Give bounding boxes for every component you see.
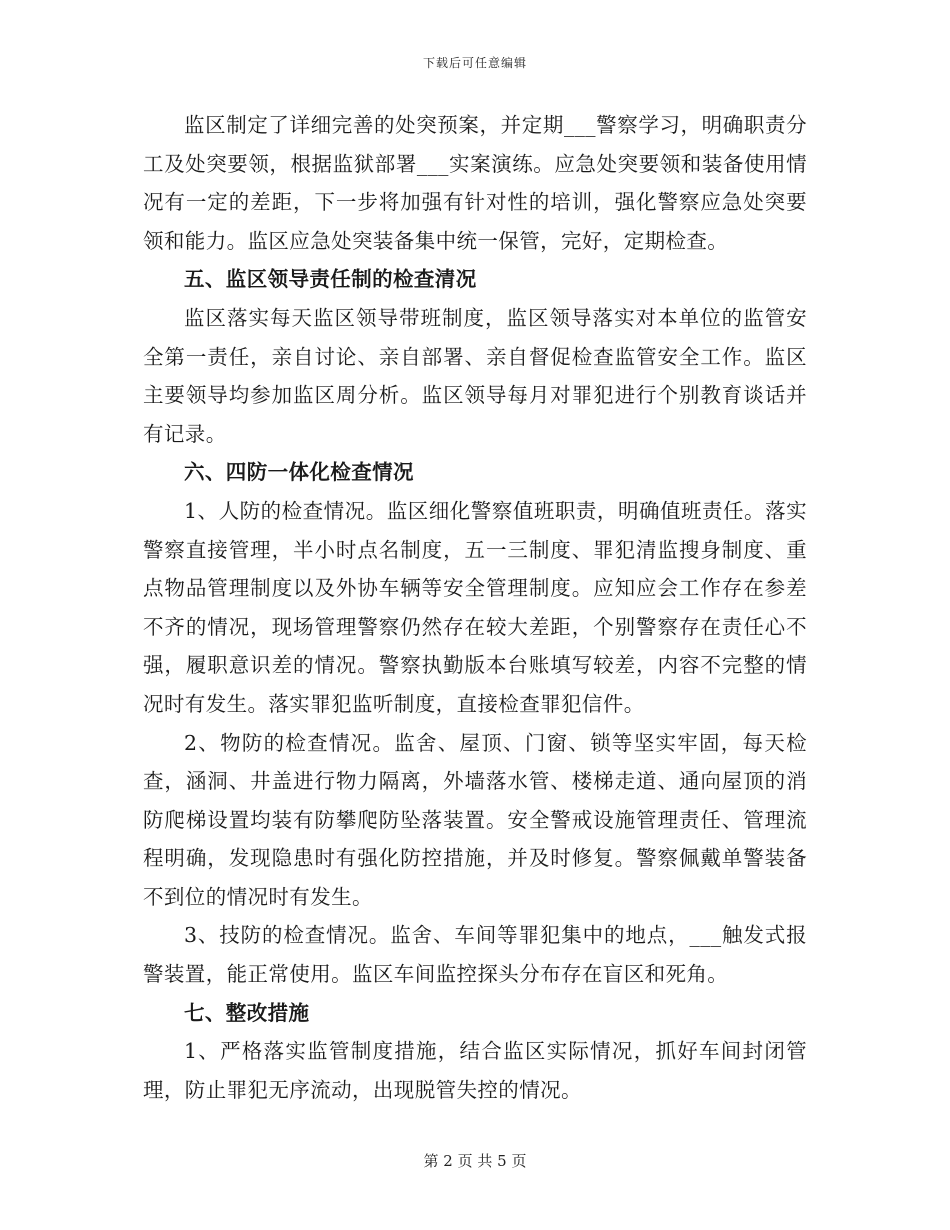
paragraph-tech-defense: 3、技防的检查情况。监舍、车间等罪犯集中的地点，___触发式报警装置，能正常使用。监区车间监控探头分布存在盲区和死角。 <box>143 923 807 987</box>
section-heading-6: 六、四防一体化检查情况 <box>184 460 414 485</box>
document-body <box>143 106 807 1109</box>
paragraph-human-defense: 1、人防的检查情况。监区细化警察值班职责，明确值班责任。落实警察直接管理，半小时点名制度，五一三制度、罪犯清监搜身制度、重点物品管理制度以及外协车辆等安全管理制度。应知应会工作存在参差不齐的情况，现场管理警察仍然存在较大差距，个别警察存在责任心不强，履职意识差的情况。警察执勤版本台账填写较差，内容不完整的情况时有发生。落实罪犯监听制度，直接检查罪犯信件。 <box>143 498 807 716</box>
paragraph-leadership: 监区落实每天监区领导带班制度，监区领导落实对本单位的监管安全第一责任，亲自讨论、亲自部署、亲自督促检查监管安全工作。监区主要领导均参加监区周分析。监区领导每月对罪犯进行个别教育谈话并有记录。 <box>143 305 807 446</box>
paragraph-emergency-plan: 监区制定了详细完善的处突预案，并定期___警察学习，明确职责分工及处突要领，根据监狱部署___实案演练。应急处突要领和装备使用情况有一定的差距，下一步将加强有针对性的培训，强化警察应急处突要领和能力。监区应急处突装备集中统一保管，完好，定期检查。 <box>143 113 807 253</box>
page-footer: 第 2 页 共 5 页 <box>423 1152 527 1170</box>
paragraph-physical-defense: 2、物防的检查情况。监舍、屋顶、门窗、锁等坚实牢固，每天检查，涵洞、井盖进行物力隔离，外墙落水管、楼梯走道、通向屋顶的消防爬梯设置均装有防攀爬防坠落装置。安全警戒设施管理责任、管理流程明确，发现隐患时有强化防控措施，并及时修复。警察佩戴单警装备不到位的情况时有发生。 <box>143 730 807 909</box>
page-header: 下载后可任意编辑 <box>422 56 527 70</box>
paragraph-rectification-1: 1、严格落实监管制度措施，结合监区实际情况，抓好车间封闭管理，防止罪犯无序流动，出现脱管失控的情况。 <box>143 1039 807 1102</box>
section-heading-7: 七、整改措施 <box>184 1000 310 1025</box>
section-heading-5: 五、监区领导责任制的检查清况 <box>184 267 477 292</box>
